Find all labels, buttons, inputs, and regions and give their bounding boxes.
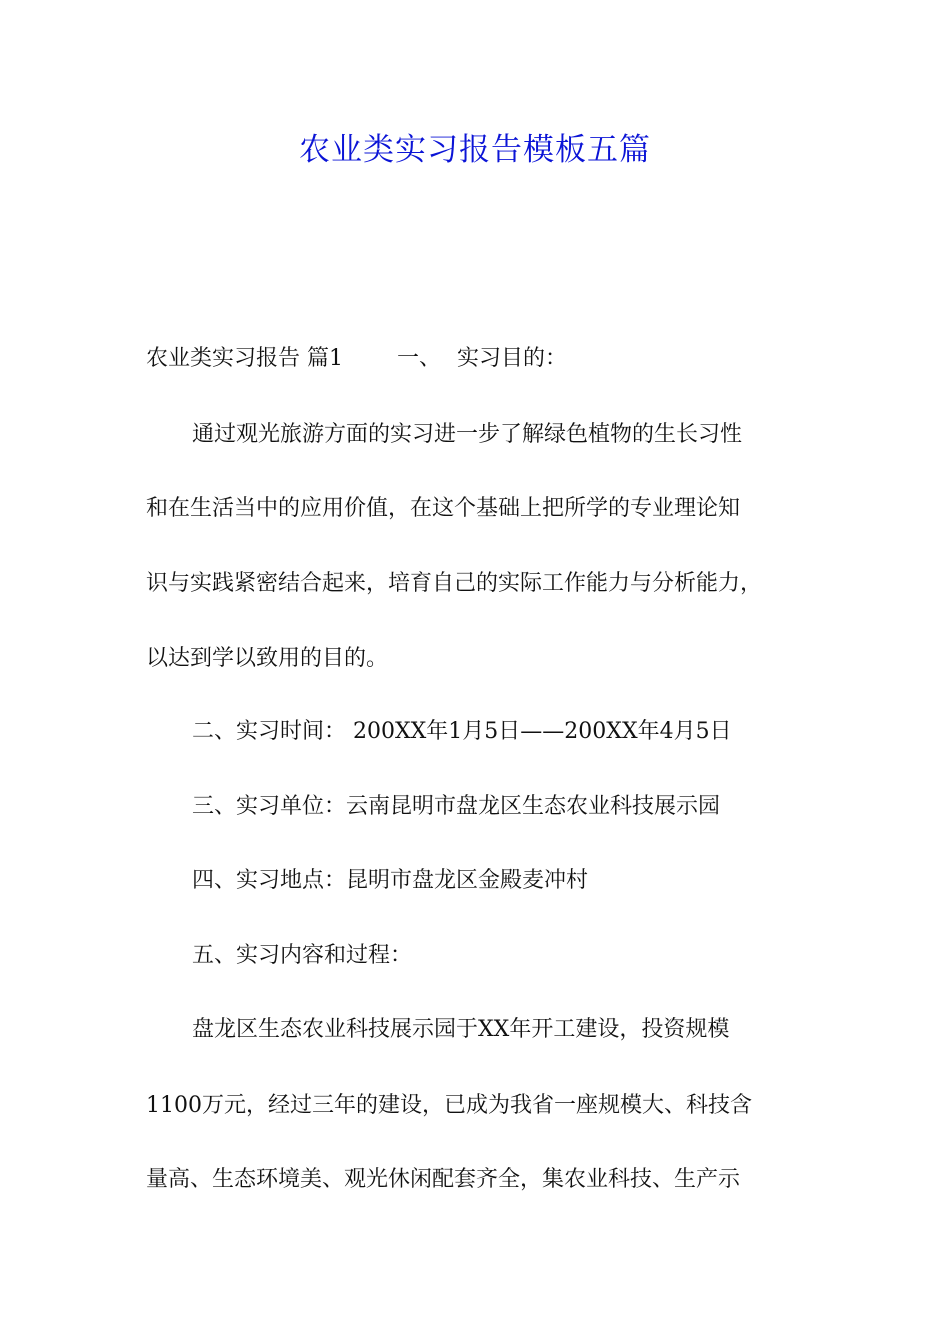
internship-time: 二、实习时间： 200XX年1月5日——200XX年4月5日 [192, 719, 732, 744]
internship-location: 四、实习地点：昆明市盘龙区金殿麦冲村 [192, 868, 589, 893]
document-title: 农业类实习报告模板五篇 [299, 132, 651, 168]
paragraph-line: 通过观光旅游方面的实习进一步了解绿色植物的生长习性 [192, 422, 743, 447]
section-number: 一、 [397, 346, 442, 371]
paragraph-line: 1100万元，经过三年的建设，已成为我省一座规模大、科技含 [146, 1093, 752, 1118]
paragraph-line: 和在生活当中的应用价值，在这个基础上把所学的专业理论知 [146, 496, 741, 521]
internship-content-heading: 五、实习内容和过程： [192, 943, 413, 968]
paragraph-line: 盘龙区生态农业科技展示园于XX年开工建设，投资规模 [192, 1017, 730, 1042]
section-title: 实习目的： [457, 346, 568, 371]
internship-unit: 三、实习单位：云南昆明市盘龙区生态农业科技展示园 [192, 794, 721, 819]
paragraph-line: 以达到学以致用的目的。 [146, 646, 389, 671]
paragraph-line: 识与实践紧密结合起来，培育自己的实际工作能力与分析能力， [146, 571, 763, 596]
report-heading: 农业类实习报告 篇1 [146, 346, 343, 371]
paragraph-line: 量高、生态环境美、观光休闲配套齐全，集农业科技、生产示 [146, 1167, 741, 1192]
report-heading-line [146, 344, 846, 374]
